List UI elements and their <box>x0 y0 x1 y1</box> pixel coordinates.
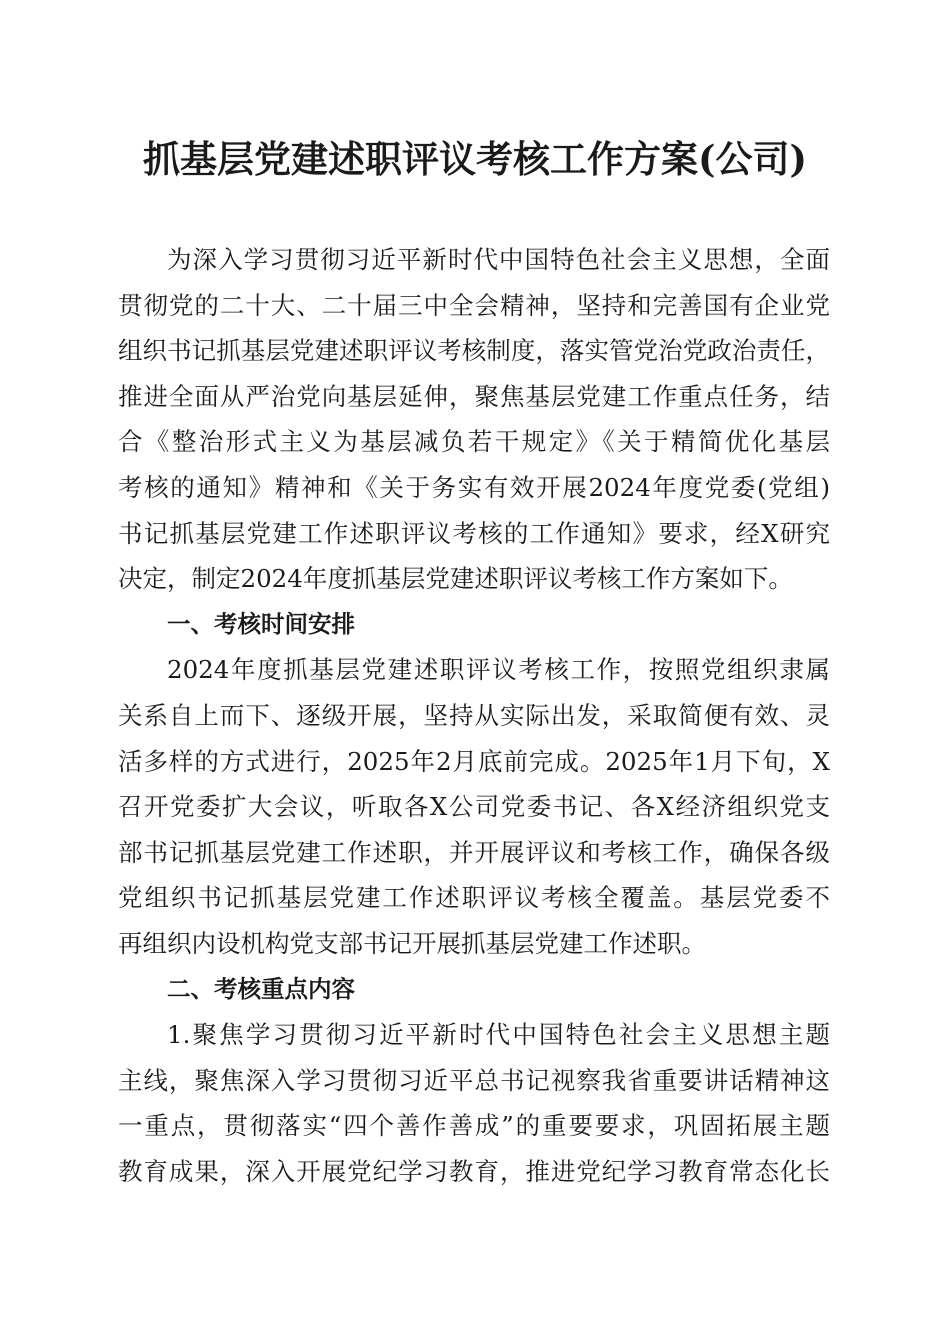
paragraph-line: 推进全面从严治党向基层延伸，聚焦基层党建工作重点任务，结 <box>118 381 830 411</box>
paragraph-line: 1.聚焦学习贯彻习近平新时代中国特色社会主义思想主题 <box>167 1020 830 1050</box>
paragraph-line: 为深入学习贯彻习近平新时代中国特色社会主义思想，全面 <box>167 245 830 274</box>
paragraph-line: 书记抓基层党建工作述职评议考核的工作通知》要求，经X研究 <box>118 518 830 548</box>
paragraph-line: 再组织内设机构党支部书记开展抓基层党建工作述职。 <box>118 928 706 958</box>
paragraph-line: 关系自上而下、逐级开展，坚持从实际出发，采取简便有效、灵 <box>118 700 830 730</box>
paragraph-line: 召开党委扩大会议，听取各X公司党委书记、各X经济组织党支 <box>118 792 830 822</box>
paragraph-line: 党组织书记抓基层党建工作述职评议考核全覆盖。基层党委不 <box>118 883 830 913</box>
paragraph-line: 2024年度抓基层党建述职评议考核工作，按照党组织隶属 <box>167 655 830 685</box>
paragraph-line: 考核的通知》精神和《关于务实有效开展2024年度党委(党组) <box>118 472 830 502</box>
paragraph-line: 组织书记抓基层党建述职评议考核制度，落实管党治党政治责任， <box>118 336 830 366</box>
paragraph-line: 合《整治形式主义为基层减负若干规定》《关于精简优化基层 <box>118 427 830 457</box>
section-heading-schedule: 一、考核时间安排 <box>167 609 355 638</box>
document-body <box>118 237 830 1194</box>
paragraph-line: 一重点，贯彻落实“四个善作善成”的重要要求，巩固拓展主题 <box>118 1111 830 1141</box>
paragraph-intro <box>118 237 830 602</box>
document-title: 抓基层党建述职评议考核工作方案(公司) <box>142 137 807 181</box>
paragraph-line: 教育成果，深入开展党纪学习教育，推进党纪学习教育常态化长 <box>118 1156 830 1186</box>
paragraph-line: 决定，制定2024年度抓基层党建述职评议考核工作方案如下。 <box>118 564 793 594</box>
paragraph-line: 部书记抓基层党建工作述职，并开展评议和考核工作，确保各级 <box>118 837 830 867</box>
paragraph-line: 活多样的方式进行，2025年2月底前完成。2025年1月下旬，X <box>118 746 830 776</box>
section-heading-content: 二、考核重点内容 <box>167 974 355 1003</box>
paragraph-content <box>118 1012 830 1194</box>
paragraph-line: 贯彻党的二十大、二十届三中全会精神，坚持和完善国有企业党 <box>118 290 830 320</box>
paragraph-schedule <box>118 647 830 966</box>
paragraph-line: 主线，聚焦深入学习贯彻习近平总书记视察我省重要讲话精神这 <box>118 1065 830 1095</box>
